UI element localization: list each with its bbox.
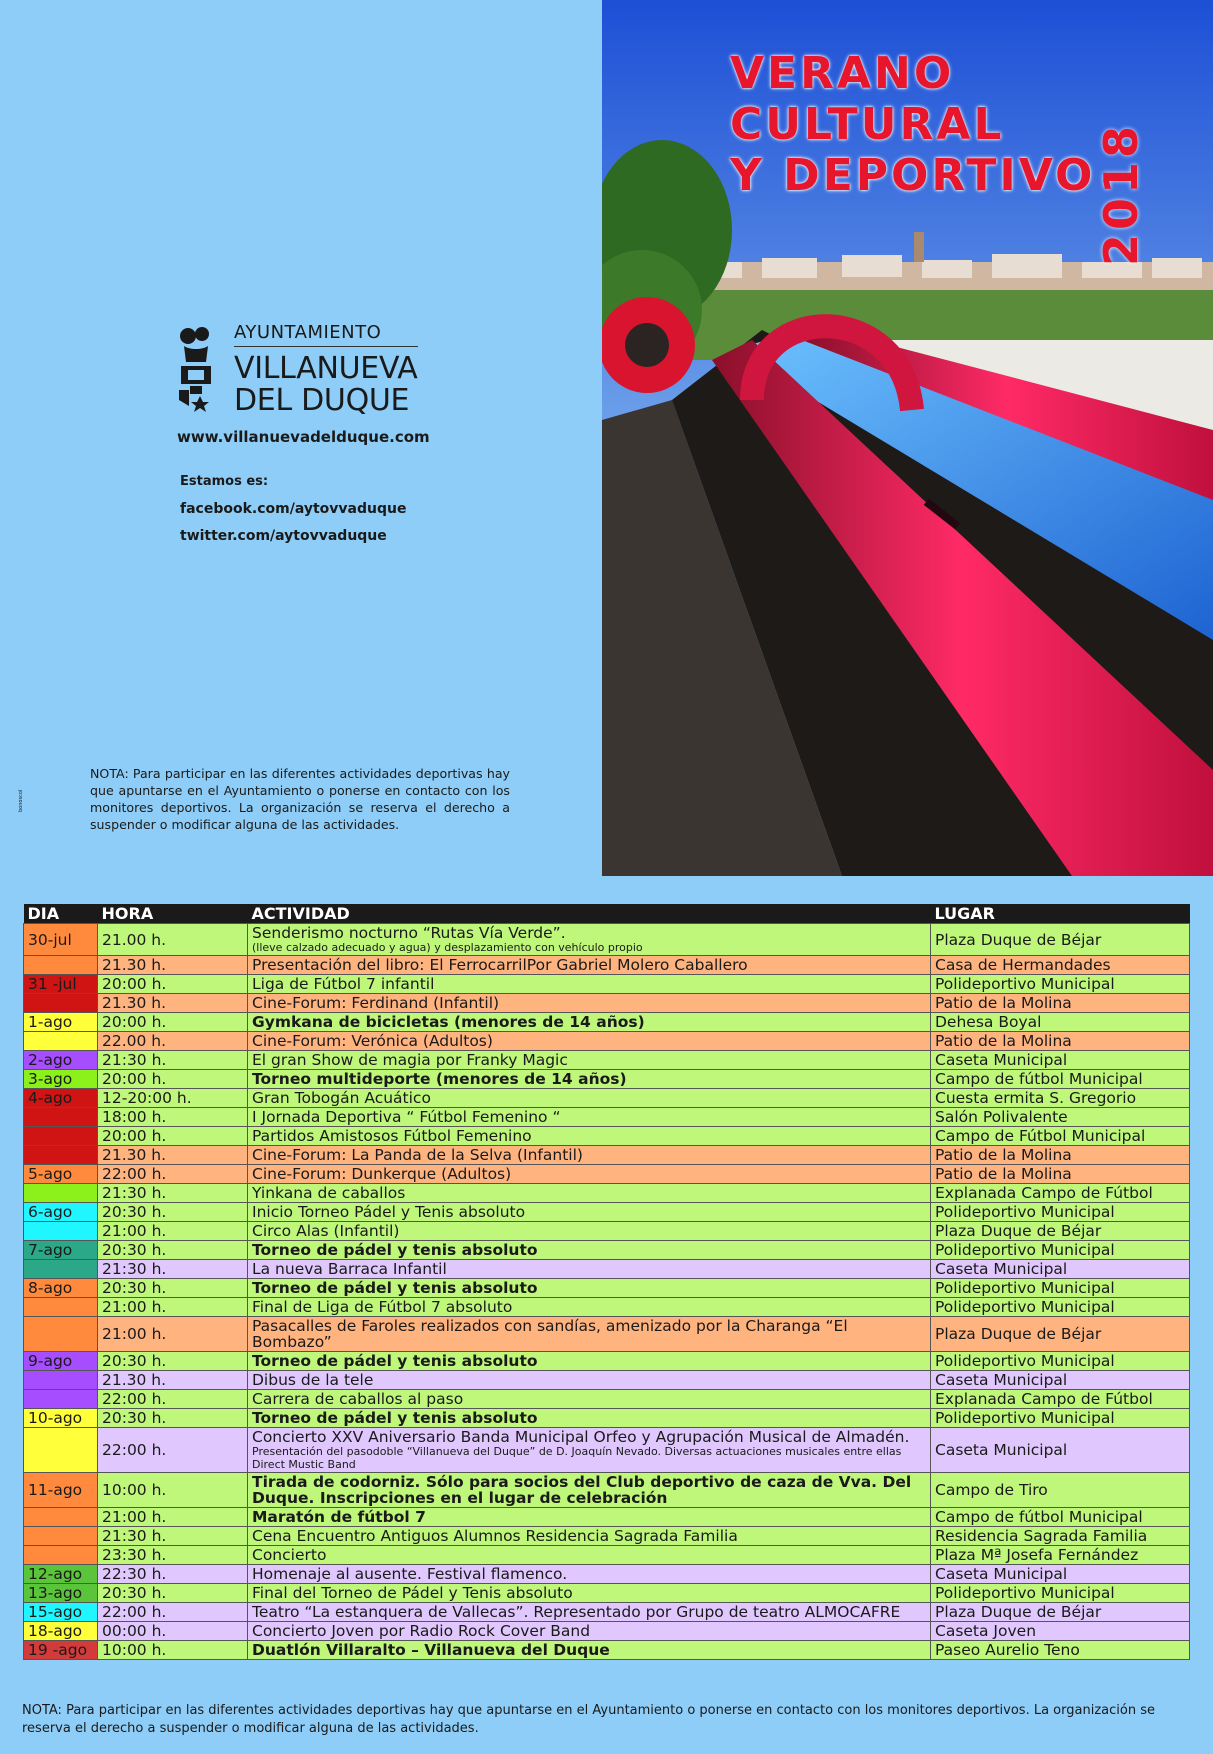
table-row bbox=[24, 1409, 1190, 1428]
table-row bbox=[24, 1146, 1190, 1165]
table-row bbox=[24, 1165, 1190, 1184]
table-row bbox=[24, 1279, 1190, 1298]
cell-dia bbox=[24, 1371, 98, 1390]
table-row bbox=[24, 1108, 1190, 1127]
table-row bbox=[24, 1032, 1190, 1051]
activity-text: Duatlón Villaralto – Villanueva del Duque bbox=[252, 1641, 610, 1659]
cell-actividad bbox=[248, 1260, 931, 1279]
cell-actividad bbox=[248, 1317, 931, 1352]
cell-hora: 20:00 h. bbox=[98, 1013, 248, 1032]
cell-hora: 22:00 h. bbox=[98, 1390, 248, 1409]
table-row bbox=[24, 1051, 1190, 1070]
cell-actividad bbox=[248, 1222, 931, 1241]
activity-text: Cena Encuentro Antiguos Alumnos Residencia Sagrada Familia bbox=[252, 1527, 738, 1545]
activity-text: Cine-Forum: Dunkerque (Adultos) bbox=[252, 1165, 512, 1183]
cell-actividad bbox=[248, 1603, 931, 1622]
cell-lugar: Polideportivo Municipal bbox=[931, 1279, 1190, 1298]
cell-lugar: Caseta Municipal bbox=[931, 1371, 1190, 1390]
cell-lugar: Patio de la Molina bbox=[931, 994, 1190, 1013]
cell-actividad bbox=[248, 1298, 931, 1317]
activity-text: Torneo multideporte (menores de 14 años) bbox=[252, 1070, 627, 1088]
table-row bbox=[24, 1641, 1190, 1660]
cell-hora: 21:00 h. bbox=[98, 1298, 248, 1317]
table-row bbox=[24, 1127, 1190, 1146]
cell-hora: 21:30 h. bbox=[98, 1260, 248, 1279]
cell-actividad bbox=[248, 1089, 931, 1108]
activity-detail: (lleve calzado adecuado y agua) y desplazamiento con vehículo propio bbox=[252, 941, 643, 954]
header-dia: DIA bbox=[24, 904, 98, 924]
cell-lugar: Polideportivo Municipal bbox=[931, 1352, 1190, 1371]
table-row bbox=[24, 1546, 1190, 1565]
cell-hora: 20:30 h. bbox=[98, 1352, 248, 1371]
cell-dia bbox=[24, 994, 98, 1013]
cell-lugar: Caseta Joven bbox=[931, 1622, 1190, 1641]
cell-dia: 18-ago bbox=[24, 1622, 98, 1641]
title-line-2: CULTURAL bbox=[730, 99, 1005, 150]
activity-text: Cine-Forum: Ferdinand (Infantil) bbox=[252, 994, 500, 1012]
cell-hora: 20:30 h. bbox=[98, 1409, 248, 1428]
table-row bbox=[24, 924, 1190, 956]
activity-text: Tirada de codorniz. Sólo para socios del Club deportivo de caza de Vva. Del Duque. Inscripciones en el lugar de celebración bbox=[252, 1473, 912, 1507]
designer-credit: bonoscol bbox=[18, 789, 24, 812]
cell-lugar: Polideportivo Municipal bbox=[931, 1298, 1190, 1317]
cell-actividad bbox=[248, 1622, 931, 1641]
cell-dia bbox=[24, 1298, 98, 1317]
cell-dia: 11-ago bbox=[24, 1473, 98, 1508]
cell-lugar: Polideportivo Municipal bbox=[931, 1409, 1190, 1428]
table-row bbox=[24, 1222, 1190, 1241]
table-row bbox=[24, 1260, 1190, 1279]
table-row bbox=[24, 1603, 1190, 1622]
cell-actividad bbox=[248, 1428, 931, 1473]
activity-text: Cine-Forum: La Panda de la Selva (Infantil) bbox=[252, 1146, 583, 1164]
logo-ayuntamiento: AYUNTAMIENTO bbox=[234, 322, 418, 347]
cell-actividad bbox=[248, 1352, 931, 1371]
cell-dia bbox=[24, 1127, 98, 1146]
crest-icon bbox=[176, 326, 216, 416]
cell-dia: 15-ago bbox=[24, 1603, 98, 1622]
cell-dia: 1-ago bbox=[24, 1013, 98, 1032]
cell-actividad bbox=[248, 1641, 931, 1660]
website-link[interactable]: www.villanuevadelduque.com bbox=[177, 428, 430, 446]
activity-text: Concierto Joven por Radio Rock Cover Band bbox=[252, 1622, 591, 1640]
activity-text: Senderismo nocturno “Rutas Vía Verde”. bbox=[252, 924, 566, 942]
activity-text: Teatro “La estanquera de Vallecas”. Representado por Grupo de teatro ALMOCAFRE bbox=[252, 1603, 901, 1621]
cell-dia bbox=[24, 1260, 98, 1279]
cell-hora: 20:00 h. bbox=[98, 1127, 248, 1146]
cell-lugar: Explanada Campo de Fútbol bbox=[931, 1184, 1190, 1203]
table-row bbox=[24, 1013, 1190, 1032]
cell-lugar: Explanada Campo de Fútbol bbox=[931, 1390, 1190, 1409]
activity-text: Torneo de pádel y tenis absoluto bbox=[252, 1279, 538, 1297]
cell-lugar: Caseta Municipal bbox=[931, 1051, 1190, 1070]
cell-hora: 21:30 h. bbox=[98, 1051, 248, 1070]
table-header bbox=[24, 904, 1190, 924]
cell-hora: 20:00 h. bbox=[98, 1070, 248, 1089]
cell-lugar: Caseta Municipal bbox=[931, 1260, 1190, 1279]
activity-text: La nueva Barraca Infantil bbox=[252, 1260, 447, 1278]
cell-lugar: Polideportivo Municipal bbox=[931, 1203, 1190, 1222]
cell-dia bbox=[24, 1146, 98, 1165]
table-row bbox=[24, 1371, 1190, 1390]
activity-text: Liga de Fútbol 7 infantil bbox=[252, 975, 435, 993]
cell-lugar: Plaza Mª Josefa Fernández bbox=[931, 1546, 1190, 1565]
cell-hora: 18:00 h. bbox=[98, 1108, 248, 1127]
cell-actividad bbox=[248, 1565, 931, 1584]
cell-dia: 5-ago bbox=[24, 1165, 98, 1184]
schedule-body bbox=[24, 924, 1190, 1660]
note-bottom: NOTA: Para participar en las diferentes actividades deportivas hay que apuntarse en el Ayuntamiento o ponerse en contacto con los monitores deportivos. La organización se reserva el derecho a suspender o modificar alguna de las actividades. bbox=[22, 1703, 1155, 1736]
activity-text: Gran Tobogán Acuático bbox=[252, 1089, 431, 1107]
cell-hora: 20:30 h. bbox=[98, 1241, 248, 1260]
table-row bbox=[24, 1584, 1190, 1603]
cell-hora: 21:00 h. bbox=[98, 1508, 248, 1527]
cell-hora: 21:00 h. bbox=[98, 1222, 248, 1241]
cell-lugar: Campo de fútbol Municipal bbox=[931, 1508, 1190, 1527]
activity-text: Final del Torneo de Pádel y Tenis absoluto bbox=[252, 1584, 573, 1602]
cell-lugar: Caseta Municipal bbox=[931, 1565, 1190, 1584]
activity-text: Concierto XXV Aniversario Banda Municipal Orfeo y Agrupación Musical de Almadén. bbox=[252, 1428, 910, 1446]
cell-hora: 21.30 h. bbox=[98, 1146, 248, 1165]
cell-actividad bbox=[248, 975, 931, 994]
table-row bbox=[24, 1089, 1190, 1108]
cell-dia bbox=[24, 1527, 98, 1546]
cell-actividad bbox=[248, 1013, 931, 1032]
facebook-link[interactable]: facebook.com/aytovvaduque bbox=[180, 501, 407, 517]
cell-dia: 2-ago bbox=[24, 1051, 98, 1070]
header-actividad: ACTIVIDAD bbox=[248, 904, 931, 924]
cell-hora: 20:00 h. bbox=[98, 975, 248, 994]
cell-lugar: Cuesta ermita S. Gregorio bbox=[931, 1089, 1190, 1108]
twitter-link[interactable]: twitter.com/aytovvaduque bbox=[180, 528, 387, 544]
cell-lugar: Polideportivo Municipal bbox=[931, 975, 1190, 994]
cell-dia bbox=[24, 956, 98, 975]
activity-text: Pasacalles de Faroles realizados con sandías, amenizado por la Charanga “El Bombazo” bbox=[252, 1317, 848, 1351]
table-row bbox=[24, 1390, 1190, 1409]
table-row bbox=[24, 994, 1190, 1013]
cell-hora: 21.00 h. bbox=[98, 924, 248, 956]
table-row bbox=[24, 1428, 1190, 1473]
cell-dia bbox=[24, 1428, 98, 1473]
cell-actividad bbox=[248, 1184, 931, 1203]
cell-actividad bbox=[248, 1127, 931, 1146]
table-row bbox=[24, 1565, 1190, 1584]
cell-dia bbox=[24, 1508, 98, 1527]
cell-lugar: Campo de Fútbol Municipal bbox=[931, 1127, 1190, 1146]
cell-hora: 12-20:00 h. bbox=[98, 1089, 248, 1108]
activity-text: Gymkana de bicicletas (menores de 14 años) bbox=[252, 1013, 645, 1031]
table-row bbox=[24, 1070, 1190, 1089]
cell-hora: 22:00 h. bbox=[98, 1165, 248, 1184]
cell-lugar: Plaza Duque de Béjar bbox=[931, 924, 1190, 956]
title-line-1: VERANO bbox=[730, 48, 955, 99]
cell-hora: 20:30 h. bbox=[98, 1584, 248, 1603]
cell-hora: 21:30 h. bbox=[98, 1527, 248, 1546]
cell-lugar: Polideportivo Municipal bbox=[931, 1241, 1190, 1260]
cell-hora: 20:30 h. bbox=[98, 1279, 248, 1298]
cell-actividad bbox=[248, 956, 931, 975]
activity-detail: Presentación del pasodoble “Villanueva del Duque” de D. Joaquín Nevado. Diversas actuaciones musicales entre ellas Direct Mustic Band bbox=[252, 1445, 902, 1471]
table-row bbox=[24, 975, 1190, 994]
cell-dia: 8-ago bbox=[24, 1279, 98, 1298]
header-hora: HORA bbox=[98, 904, 248, 924]
table-row bbox=[24, 1184, 1190, 1203]
table-row bbox=[24, 1203, 1190, 1222]
cell-lugar: Campo de fútbol Municipal bbox=[931, 1070, 1190, 1089]
activity-text: Final de Liga de Fútbol 7 absoluto bbox=[252, 1298, 513, 1316]
table-row bbox=[24, 1352, 1190, 1371]
cell-lugar: Residencia Sagrada Familia bbox=[931, 1527, 1190, 1546]
activity-text: Dibus de la tele bbox=[252, 1371, 374, 1389]
logo-villanueva: VILLANUEVA bbox=[234, 351, 418, 386]
cell-hora: 22:00 h. bbox=[98, 1603, 248, 1622]
cell-lugar: Campo de Tiro bbox=[931, 1473, 1190, 1508]
cell-lugar: Salón Polivalente bbox=[931, 1108, 1190, 1127]
cell-hora: 21:30 h. bbox=[98, 1184, 248, 1203]
cell-hora: 22:00 h. bbox=[98, 1428, 248, 1473]
cell-lugar: Polideportivo Municipal bbox=[931, 1584, 1190, 1603]
cell-dia: 4-ago bbox=[24, 1089, 98, 1108]
activity-text: Torneo de pádel y tenis absoluto bbox=[252, 1241, 538, 1259]
cell-dia: 19 -ago bbox=[24, 1641, 98, 1660]
cell-lugar: Patio de la Molina bbox=[931, 1165, 1190, 1184]
cell-actividad bbox=[248, 1070, 931, 1089]
table-row bbox=[24, 1241, 1190, 1260]
table-row bbox=[24, 1508, 1190, 1527]
schedule-table bbox=[23, 904, 1190, 1660]
activity-text: Homenaje al ausente. Festival flamenco. bbox=[252, 1565, 568, 1583]
activity-text: Partidos Amistosos Fútbol Femenino bbox=[252, 1127, 532, 1145]
social-lead: Estamos es: bbox=[180, 474, 269, 489]
cell-dia: 6-ago bbox=[24, 1203, 98, 1222]
cell-hora: 21.30 h. bbox=[98, 956, 248, 975]
cell-lugar: Patio de la Molina bbox=[931, 1032, 1190, 1051]
cell-dia: 9-ago bbox=[24, 1352, 98, 1371]
cell-actividad bbox=[248, 1527, 931, 1546]
table-row bbox=[24, 1527, 1190, 1546]
cell-lugar: Patio de la Molina bbox=[931, 1146, 1190, 1165]
cell-lugar: Plaza Duque de Béjar bbox=[931, 1317, 1190, 1352]
activity-text: Concierto bbox=[252, 1546, 327, 1564]
activity-text: I Jornada Deportiva “ Fútbol Femenino “ bbox=[252, 1108, 561, 1126]
cell-dia: 12-ago bbox=[24, 1565, 98, 1584]
cell-hora: 22:30 h. bbox=[98, 1565, 248, 1584]
cell-lugar: Dehesa Boyal bbox=[931, 1013, 1190, 1032]
cell-lugar: Paseo Aurelio Teno bbox=[931, 1641, 1190, 1660]
cell-dia bbox=[24, 1032, 98, 1051]
cell-dia: 7-ago bbox=[24, 1241, 98, 1260]
cell-actividad bbox=[248, 1508, 931, 1527]
cell-actividad bbox=[248, 1279, 931, 1298]
cell-dia bbox=[24, 1222, 98, 1241]
activity-text: Inicio Torneo Pádel y Tenis absoluto bbox=[252, 1203, 526, 1221]
cell-hora: 21.30 h. bbox=[98, 994, 248, 1013]
cell-actividad bbox=[248, 1584, 931, 1603]
cell-lugar: Plaza Duque de Béjar bbox=[931, 1603, 1190, 1622]
cell-dia bbox=[24, 1184, 98, 1203]
cell-dia: 31 -jul bbox=[24, 975, 98, 994]
cell-actividad bbox=[248, 1241, 931, 1260]
cell-lugar: Casa de Hermandades bbox=[931, 956, 1190, 975]
cell-actividad bbox=[248, 1108, 931, 1127]
cell-actividad bbox=[248, 1165, 931, 1184]
cell-dia: 3-ago bbox=[24, 1070, 98, 1089]
cell-dia bbox=[24, 1546, 98, 1565]
logo-del-duque: DEL DUQUE bbox=[234, 383, 410, 418]
cell-hora: 23:30 h. bbox=[98, 1546, 248, 1565]
activity-text: Torneo de pádel y tenis absoluto bbox=[252, 1352, 538, 1370]
header-lugar: LUGAR bbox=[931, 904, 1190, 924]
activity-text: Cine-Forum: Verónica (Adultos) bbox=[252, 1032, 493, 1050]
cell-hora: 21:00 h. bbox=[98, 1317, 248, 1352]
cell-dia bbox=[24, 1390, 98, 1409]
cell-actividad bbox=[248, 924, 931, 956]
cell-dia: 10-ago bbox=[24, 1409, 98, 1428]
cell-actividad bbox=[248, 1146, 931, 1165]
cell-actividad bbox=[248, 1546, 931, 1565]
cell-actividad bbox=[248, 1390, 931, 1409]
cell-actividad bbox=[248, 1203, 931, 1222]
activity-text: Torneo de pádel y tenis absoluto bbox=[252, 1409, 538, 1427]
activity-text: Circo Alas (Infantil) bbox=[252, 1222, 400, 1240]
cell-dia bbox=[24, 1317, 98, 1352]
note-top: NOTA: Para participar en las diferentes actividades deportivas hay que apuntarse en el Ayuntamiento o ponerse en contacto con los monitores deportivos. La organización se reserva el derecho a suspender o modificar alguna de las actividades. bbox=[90, 766, 510, 832]
activity-text: El gran Show de magia por Franky Magic bbox=[252, 1051, 568, 1069]
cell-dia bbox=[24, 1108, 98, 1127]
social-links bbox=[180, 474, 406, 555]
cell-dia: 30-jul bbox=[24, 924, 98, 956]
activity-text: Maratón de fútbol 7 bbox=[252, 1508, 426, 1526]
title-line-3: Y DEPORTIVO bbox=[730, 150, 1096, 201]
cell-actividad bbox=[248, 994, 931, 1013]
cell-actividad bbox=[248, 1051, 931, 1070]
event-year: 2018 bbox=[1094, 121, 1148, 266]
cell-actividad bbox=[248, 1473, 931, 1508]
cell-actividad bbox=[248, 1371, 931, 1390]
table-row bbox=[24, 1317, 1190, 1352]
cell-hora: 00:00 h. bbox=[98, 1622, 248, 1641]
cell-hora: 22.00 h. bbox=[98, 1032, 248, 1051]
table-row bbox=[24, 1473, 1190, 1508]
cell-lugar: Caseta Municipal bbox=[931, 1428, 1190, 1473]
table-row bbox=[24, 956, 1190, 975]
cell-hora: 10:00 h. bbox=[98, 1641, 248, 1660]
cell-lugar: Plaza Duque de Béjar bbox=[931, 1222, 1190, 1241]
activity-text: Carrera de caballos al paso bbox=[252, 1390, 464, 1408]
cell-hora: 10:00 h. bbox=[98, 1473, 248, 1508]
event-title bbox=[730, 48, 1095, 201]
table-row bbox=[24, 1622, 1190, 1641]
cell-actividad bbox=[248, 1032, 931, 1051]
cell-hora: 21.30 h. bbox=[98, 1371, 248, 1390]
activity-text: Yinkana de caballos bbox=[252, 1184, 406, 1202]
cell-hora: 20:30 h. bbox=[98, 1203, 248, 1222]
cell-dia: 13-ago bbox=[24, 1584, 98, 1603]
cell-actividad bbox=[248, 1409, 931, 1428]
activity-text: Presentación del libro: El FerrocarrilPor Gabriel Molero Caballero bbox=[252, 956, 748, 974]
table-row bbox=[24, 1298, 1190, 1317]
